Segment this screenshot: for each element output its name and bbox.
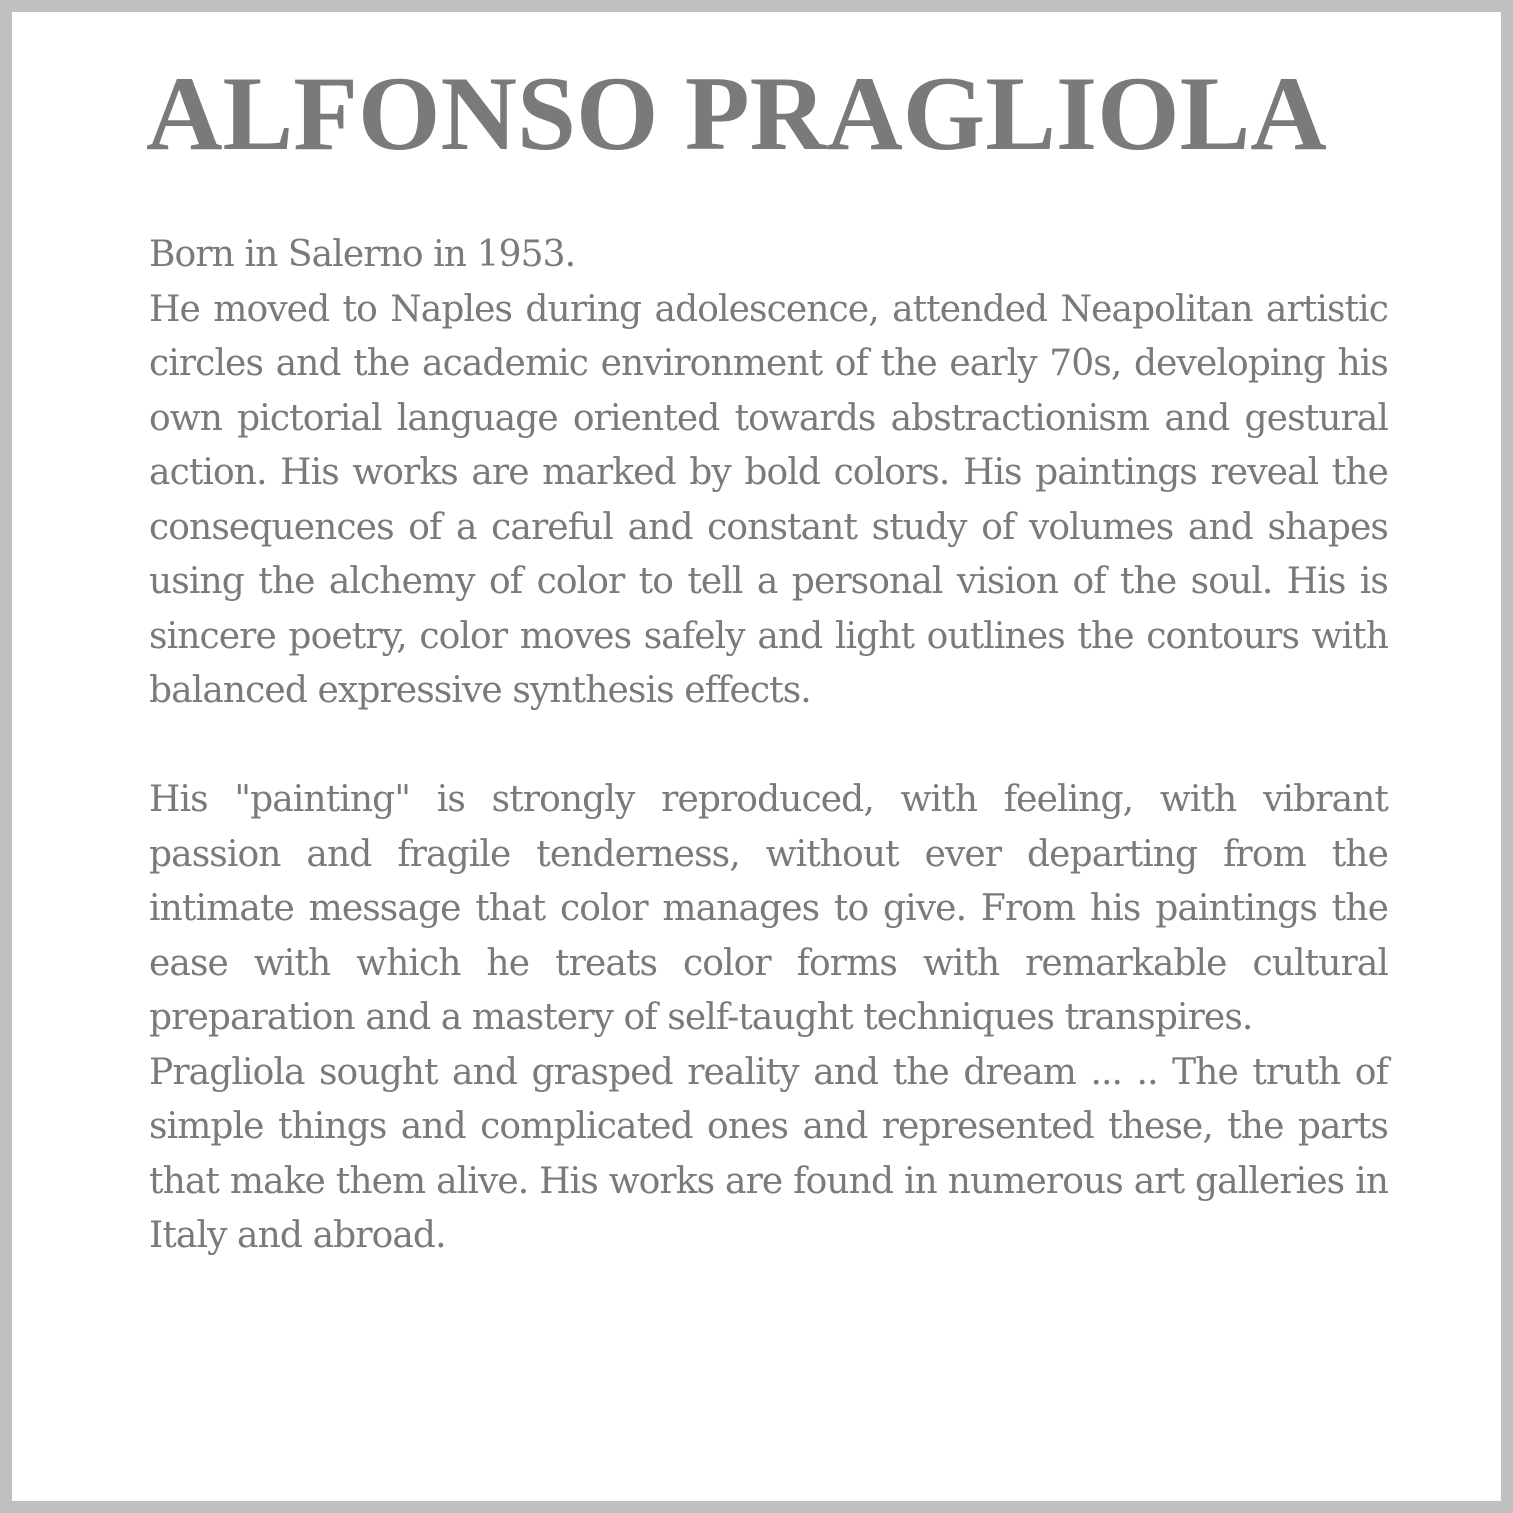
artist-name-title: ALFONSO PRAGLIOLA [146, 55, 1327, 172]
bio-paragraph-birth: Born in Salerno in 1953. [149, 234, 576, 275]
paragraph-spacer [149, 719, 1388, 774]
bio-paragraph-career: He moved to Naples during adolescence, attended Neapolitan artistic circles and the academic environment of the early 70s, developing his own pictorial language oriented towards abstractionism and gestural action. His works are marked by bold colors. His paintings reveal the consequences of a careful and constant study of volumes and shapes using the alchemy of color to tell a personal vision of the soul. His is sincere poetry, color moves safely and light outlines the contours with balanced expressive synthesis effects. [149, 288, 1388, 711]
bio-paragraph-painting: His "painting" is strongly reproduced, with feeling, with vibrant passion and fragile tenderness, without ever departing from the intimate message that color manages to give. From his paintings the ease with which he treats color forms with remarkable cultural preparation and a mastery of self-taught techniques transpires. [149, 779, 1388, 1038]
biography-text [149, 228, 1388, 1264]
bio-paragraph-reality: Pragliola sought and grasped reality and the dream ... .. The truth of simple things and complicated ones and represented these, the parts that make them alive. His works are found in numerous art galleries in Italy and abroad. [149, 1051, 1388, 1256]
